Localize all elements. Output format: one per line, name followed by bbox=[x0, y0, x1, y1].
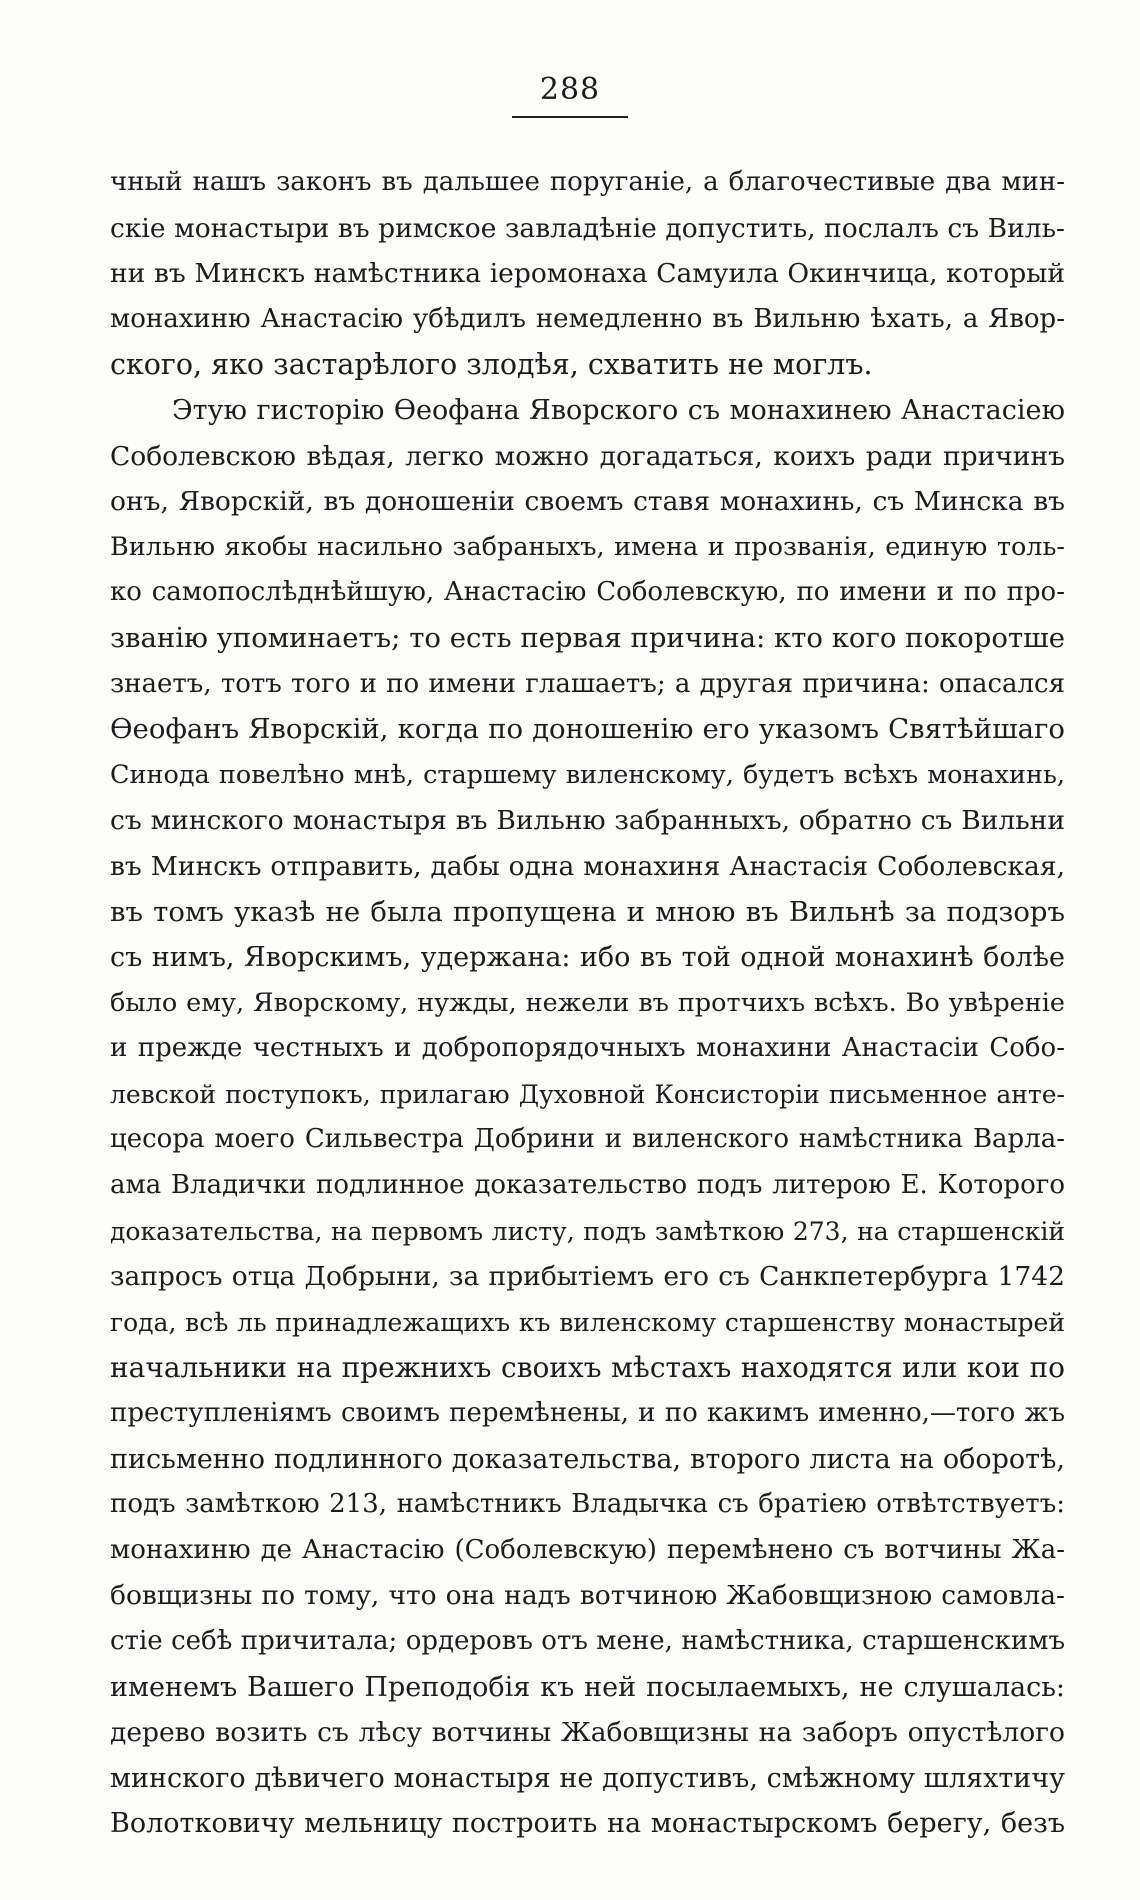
text-line: съ нимъ, Яворскимъ, удержана: ибо въ той одной монахинѣ болѣе bbox=[110, 942, 1065, 974]
text-line: преступленіямъ своимъ перемѣнены, и по какимъ именно,—того жъ bbox=[110, 1398, 1065, 1429]
text-line: онъ, Яворскій, въ доношеніи своемъ ставя монахинь, съ Минска въ bbox=[110, 486, 1065, 518]
text-line: монахиню де Анастасію (Соболевскую) перемѣнено съ вотчины Жа- bbox=[110, 1534, 1065, 1565]
text-line: монахиню Анастасію убѣдилъ немедленно въ Вильню ѣхать, а Явор- bbox=[110, 303, 1065, 334]
text-line: было ему, Яворскому, нужды, нежели въ протчихъ всѣхъ. Во увѣреніе bbox=[110, 987, 1065, 1018]
text-line: ни въ Минскъ намѣстника іеромонаха Самуила Окинчица, который bbox=[110, 258, 1065, 290]
text-line: подъ замѣткою 213, намѣстникъ Владычка съ братіею отвѣтствуетъ: bbox=[110, 1489, 1065, 1520]
text-line: запросъ отца Добрыни, за прибытіемъ его съ Санкпетербурга 1742 bbox=[110, 1261, 1065, 1293]
text-line: ского, яко застарѣлого злодѣя, схватить не моглъ. bbox=[110, 348, 873, 382]
text-line: цесора моего Сильвестра Добрини и виленского намѣстника Варла- bbox=[110, 1124, 1065, 1155]
text-line: ко самопослѣднѣйшую, Анастасію Соболевскую, по имени и по про- bbox=[110, 577, 1065, 608]
text-line: Ѳеофанъ Яворскій, когда по доношенію его указомъ Святѣйшаго bbox=[110, 713, 1065, 746]
text-line: скіе монастыри въ римское завладѣніе допустить, послалъ съ Виль- bbox=[110, 212, 1065, 244]
text-line: Синода повелѣно мнѣ, старшему виленскому, будетъ всѣхъ монахинь, bbox=[110, 759, 1065, 790]
text-line: званію упоминаетъ; то есть первая причина: кто кого покоротше bbox=[110, 621, 1065, 654]
text-line: доказательства, на первомъ листу, подъ замѣткою 273, на старшенскій bbox=[110, 1216, 1065, 1246]
text-line: стіе себѣ причитала; ордеровъ отъ мене, намѣстника, старшенскимъ bbox=[110, 1626, 1065, 1656]
body-text bbox=[110, 160, 1065, 1847]
text-line: Вильню якобы насильно забраныхъ, имена и прозванія, единую толь- bbox=[110, 531, 1065, 562]
text-line: начальники на прежнихъ своихъ мѣстахъ находятся или кои по bbox=[110, 1351, 1065, 1385]
text-line: знаетъ, тотъ того и по имени глашаетъ; а другая причина: опасался bbox=[110, 668, 1065, 699]
text-line: Этую гисторію Ѳеофана Яворского съ монахинею Анастасіею bbox=[172, 394, 1065, 426]
page-header bbox=[0, 72, 1140, 118]
text-line: письменно подлинного доказательства, второго листа на оборотѣ, bbox=[110, 1443, 1065, 1475]
text-line: дерево возить съ лѣсу вотчины Жабовщизны на заборъ опустѣлого bbox=[110, 1717, 1065, 1749]
text-line: минского дѣвичего монастыря не допустивъ, смѣжному шляхтичу bbox=[110, 1762, 1065, 1794]
text-line: левской поступокъ, прилагаю Духовной Консисторіи письменное анте- bbox=[110, 1079, 1065, 1109]
text-line: бовщизны по тому, что она надъ вотчиною Жабовщизною самовла- bbox=[110, 1580, 1065, 1612]
page-number: 288 bbox=[512, 72, 628, 118]
text-line: съ минского монастыря въ Вильню забранныхъ, обратно съ Вильни bbox=[110, 805, 1065, 837]
text-line: въ Минскъ отправить, дабы одна монахиня Анастасія Соболевская, bbox=[110, 850, 1065, 882]
text-line: Соболевскою вѣдая, легко можно догадаться, коихъ ради причинъ bbox=[110, 440, 1065, 472]
text-line: въ томъ указѣ не была пропущена и мною въ Вильнѣ за подзоръ bbox=[110, 895, 1065, 928]
text-line: и прежде честныхъ и добропорядочныхъ монахини Анастасіи Собо- bbox=[110, 1033, 1065, 1064]
text-line: ама Владички подлинное доказательство подъ литерою Е. Которого bbox=[110, 1170, 1065, 1201]
text-line: года, всѣ ль принадлежащихъ къ виленскому старшенству монастырей bbox=[110, 1307, 1065, 1337]
text-line: чный нашъ законъ въ дальшее поруганіе, а благочестивые два мин- bbox=[110, 167, 1065, 197]
text-line: именемъ Вашего Преподобія къ ней посылаемыхъ, не слушалась: bbox=[110, 1671, 1065, 1703]
text-line: Волотковичу мельницу построить на монастырскомъ берегу, безъ bbox=[110, 1808, 1065, 1840]
